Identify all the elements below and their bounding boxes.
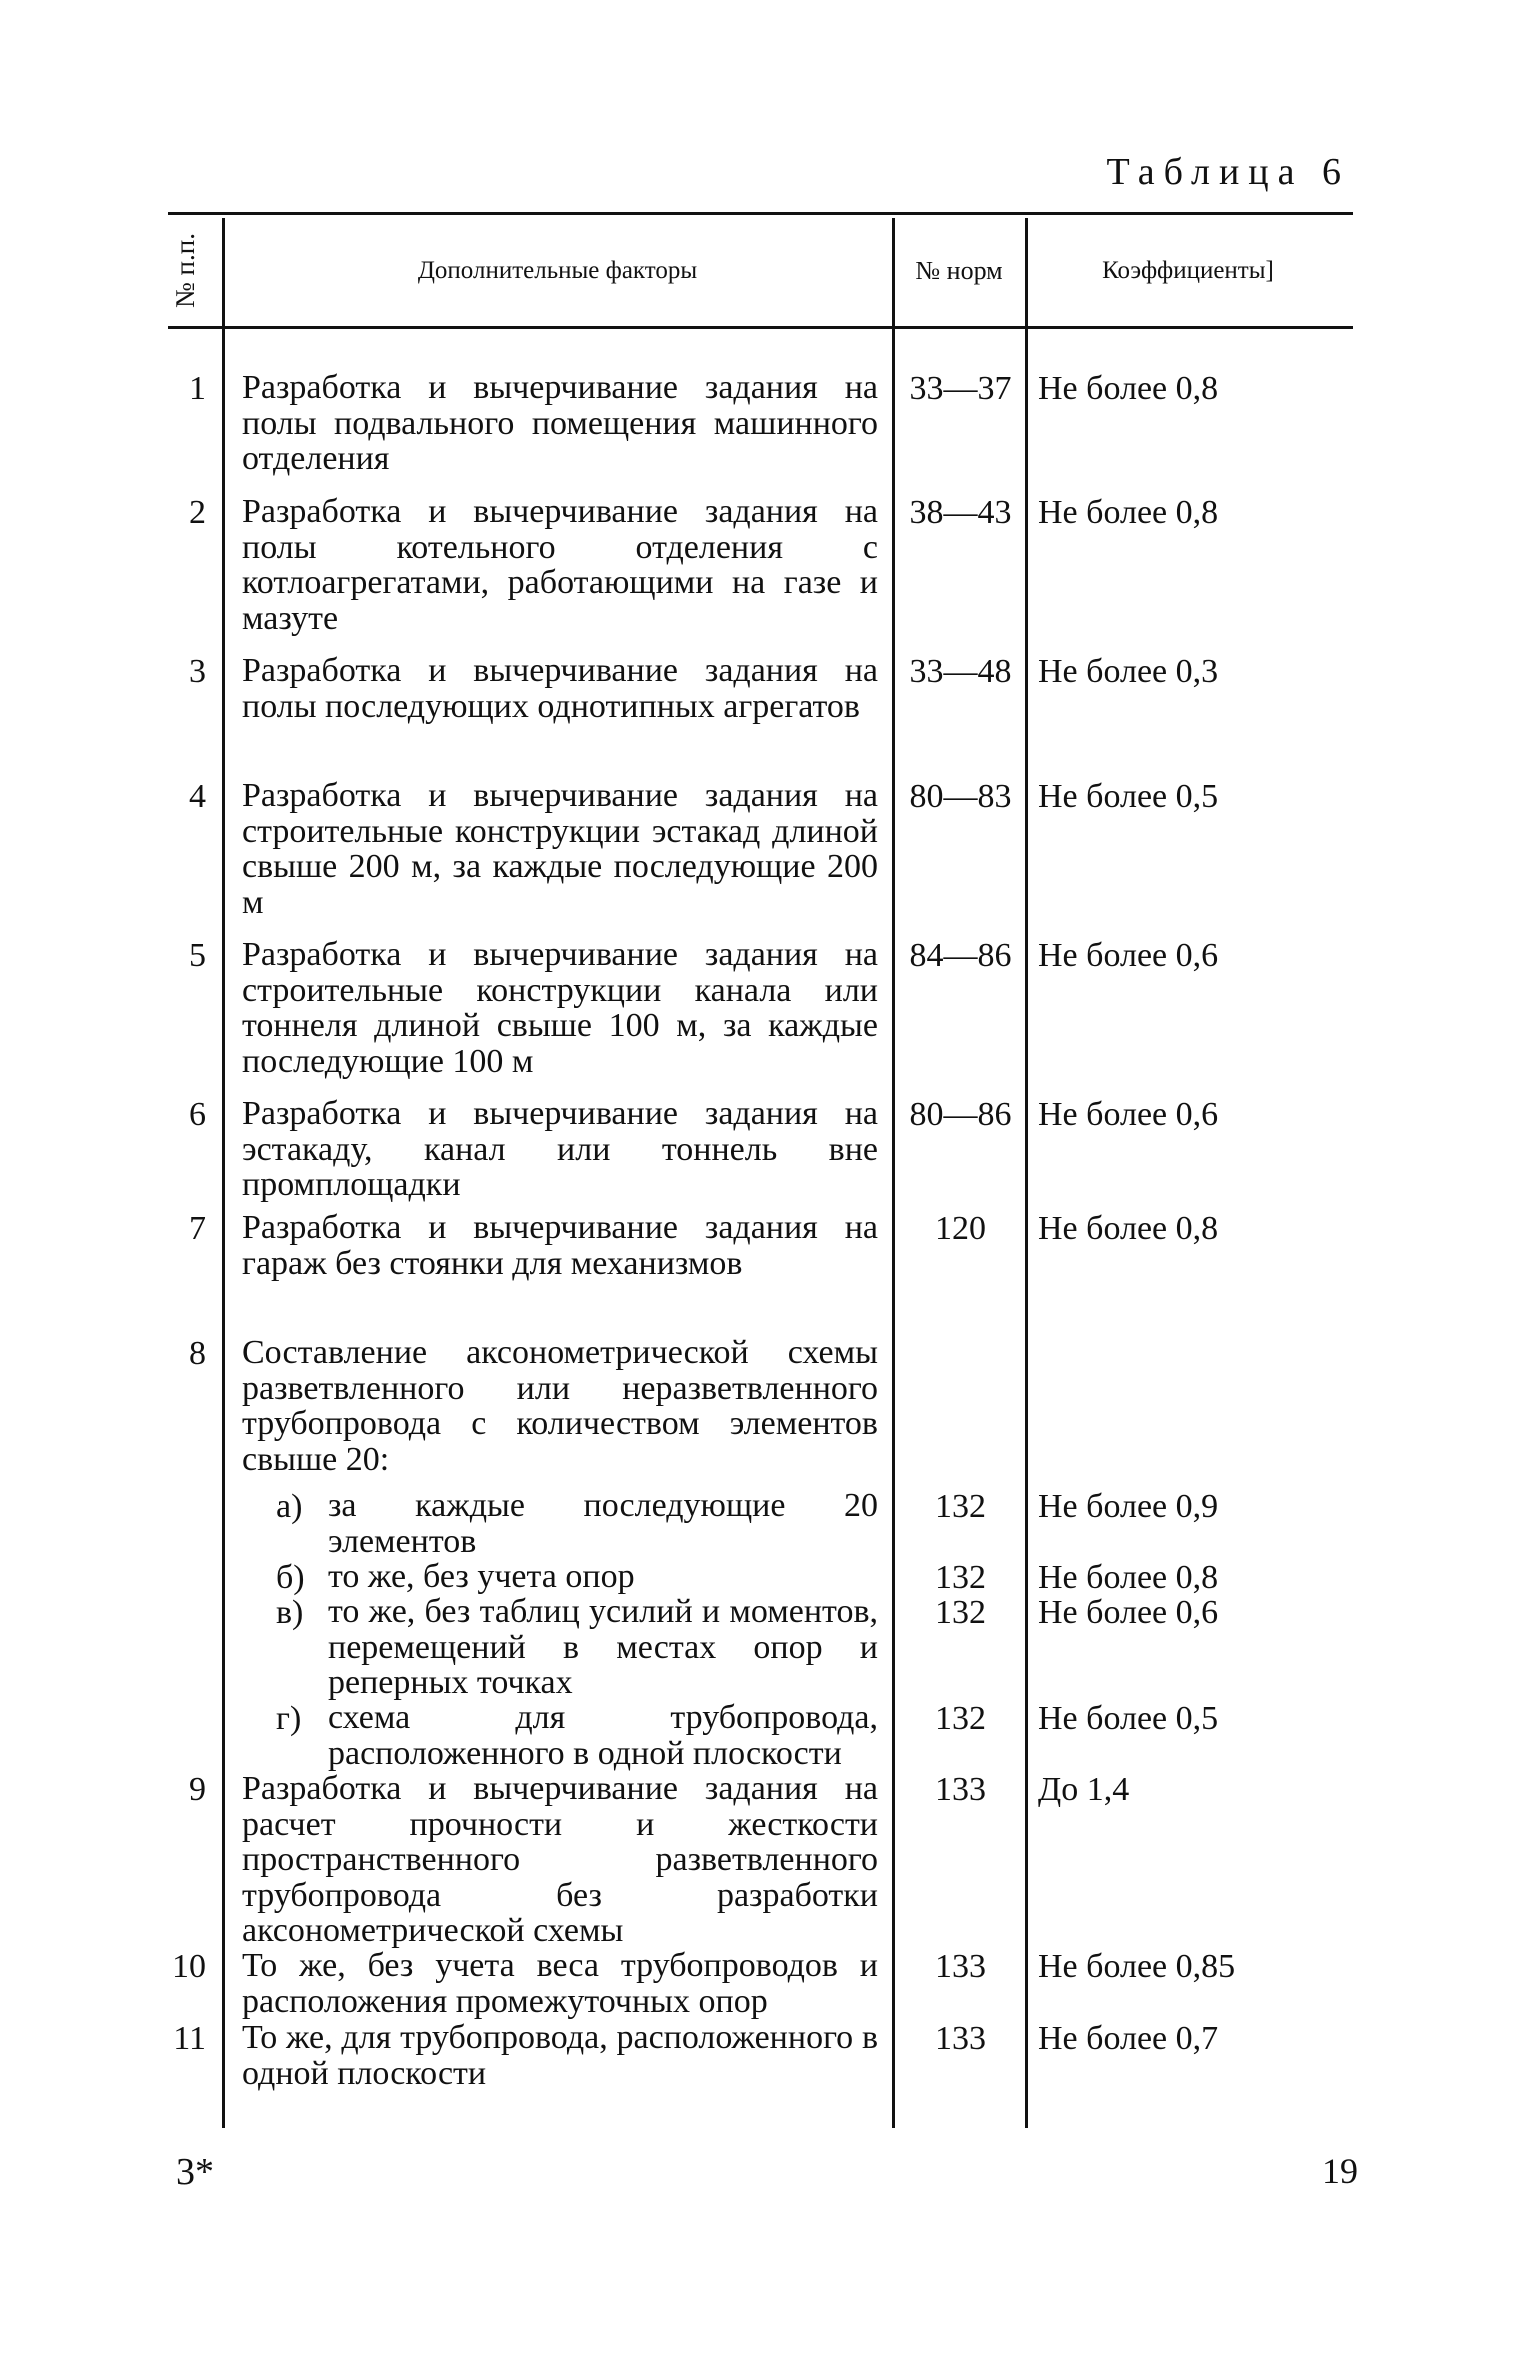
row-norm: 84—86 [909, 937, 1012, 974]
row-norm: 33—37 [909, 370, 1012, 407]
subrow-norm: 132 [935, 1559, 986, 1596]
row-number: 10 [172, 1948, 206, 1985]
row-factor: Разработка и вычерчивание задания на полы последующих однотипных агрегатов [242, 652, 878, 725]
row-coef: До 1,4 [1038, 1771, 1130, 1808]
row-factor: Разработка и вычерчивание задания на полы котельного отделения с котлоагрегатами, работающими на газе и мазуте [242, 493, 878, 637]
row-factor: Разработка и вычерчивание задания на строительные конструкции канала или тоннеля длиной свыше 100 м, за каждые последующие 100 м [242, 936, 878, 1080]
column-divider-2 [892, 218, 895, 2128]
row-factor: Разработка и вычерчивание задания на расчет прочности и жесткости пространственного разветвленного трубопровода без разработки аксонометрической схемы [242, 1770, 878, 1949]
table-header-rule [168, 326, 1353, 329]
row-number: 8 [189, 1335, 206, 1372]
row-number: 9 [189, 1771, 206, 1808]
row-norm: 80—86 [909, 1096, 1012, 1133]
row-number: 7 [189, 1210, 206, 1247]
row-number: 4 [189, 778, 206, 815]
row-coef: Не более 0,5 [1038, 778, 1219, 815]
row-factor: Составление аксонометрической схемы разветвленного или неразветвленного трубопровода с количеством элементов свыше 20: [242, 1334, 878, 1478]
row-norm: 120 [935, 1210, 986, 1247]
row-coef: Не более 0,8 [1038, 1210, 1219, 1247]
row-factor: Разработка и вычерчивание задания на строительные конструкции эстакад длиной свыше 200 м, за каждые последующие 200 м [242, 777, 878, 921]
subrow-coef: Не более 0,8 [1038, 1559, 1219, 1596]
subrow-factor: за каждые последующие 20 элементов [328, 1487, 878, 1560]
row-coef: Не более 0,8 [1038, 494, 1219, 531]
row-number: 3 [189, 653, 206, 690]
subrow-factor: схема для трубопровода, расположенного в одной плоскости [328, 1699, 878, 1772]
row-coef: Не более 0,6 [1038, 937, 1219, 974]
row-factor: То же, для трубопровода, расположенного в одной плоскости [242, 2019, 878, 2092]
row-factor: Разработка и вычерчивание задания на эстакаду, канал или тоннель вне промплощадки [242, 1095, 878, 1203]
subrow-coef: Не более 0,6 [1038, 1594, 1219, 1631]
header-norm: № норм [915, 255, 1003, 285]
subrow-factor: то же, без учета опор [328, 1558, 635, 1595]
subrow-factor: то же, без таблиц усилий и моментов, перемещений в местах опор и реперных точках [328, 1593, 878, 1701]
row-coef: Не более 0,8 [1038, 370, 1219, 407]
row-number: 11 [173, 2020, 206, 2057]
row-norm: 133 [935, 2020, 986, 2057]
header-number [150, 218, 220, 323]
column-divider-3 [1025, 218, 1028, 2128]
column-divider-1 [222, 218, 225, 2128]
row-coef: Не более 0,6 [1038, 1096, 1219, 1133]
subrow-label: а) [276, 1488, 303, 1525]
row-norm: 80—83 [909, 778, 1012, 815]
subrow-label: в) [276, 1594, 304, 1631]
row-number: 2 [189, 494, 206, 531]
row-number: 6 [189, 1096, 206, 1133]
row-coef: Не более 0,3 [1038, 653, 1219, 690]
header-factors: Дополнительные факторы [417, 256, 698, 284]
row-number: 1 [189, 370, 206, 407]
row-factor: Разработка и вычерчивание задания на полы подвального помещения машинного отделения [242, 369, 878, 477]
row-factor: Разработка и вычерчивание задания на гараж без стоянки для механизмов [242, 1209, 878, 1282]
row-coef: Не более 0,85 [1038, 1948, 1236, 1985]
subrow-label: б) [276, 1559, 305, 1596]
subrow-norm: 132 [935, 1594, 986, 1631]
row-norm: 38—43 [909, 494, 1012, 531]
row-norm: 133 [935, 1948, 986, 1985]
table-top-rule [168, 212, 1353, 215]
row-number: 5 [189, 937, 206, 974]
signature-mark: 3* [176, 2151, 214, 2193]
header-coef: Коэффициенты] [1102, 256, 1274, 284]
subrow-coef: Не более 0,9 [1038, 1488, 1219, 1525]
subrow-norm: 132 [935, 1700, 986, 1737]
header-number-label: № п.п. [169, 233, 200, 308]
table-title: Таблица 6 [1106, 151, 1350, 193]
page-number: 19 [1322, 2151, 1358, 2191]
row-norm: 33—48 [909, 653, 1012, 690]
subrow-coef: Не более 0,5 [1038, 1700, 1219, 1737]
subrow-label: г) [276, 1700, 302, 1737]
row-norm: 133 [935, 1771, 986, 1808]
subrow-norm: 132 [935, 1488, 986, 1525]
row-coef: Не более 0,7 [1038, 2020, 1219, 2057]
row-factor: То же, без учета веса трубопроводов и расположения промежуточных опор [242, 1947, 878, 2020]
